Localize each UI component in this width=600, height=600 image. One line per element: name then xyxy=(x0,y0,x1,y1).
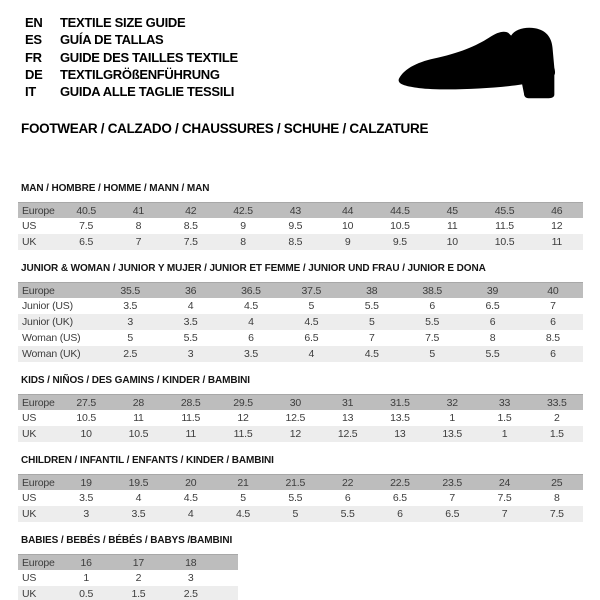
size-cell: 30 xyxy=(289,397,301,409)
size-cell: 45.5 xyxy=(494,205,515,217)
row-label: Woman (UK) xyxy=(22,348,81,360)
size-cell: 5 xyxy=(368,316,375,328)
row-label: Woman (US) xyxy=(22,332,81,344)
language-code: DE xyxy=(25,66,43,82)
size-cell: 6.5 xyxy=(79,236,94,248)
size-cell: 44.5 xyxy=(390,205,410,217)
size-cell: 37.5 xyxy=(301,285,322,297)
language-code: IT xyxy=(25,84,36,100)
size-cell: 6 xyxy=(489,316,496,328)
section-title: KIDS / NIÑOS / DES GAMINS / KINDER / BAMBINI xyxy=(21,375,250,386)
table-row xyxy=(18,394,583,410)
row-label: US xyxy=(22,572,37,584)
language-row xyxy=(25,14,238,31)
size-cell: 9 xyxy=(240,220,246,232)
size-cell: 12.5 xyxy=(285,412,306,424)
size-cell: 19.5 xyxy=(128,477,149,489)
size-table xyxy=(18,282,583,362)
size-cell: 18 xyxy=(185,557,197,569)
category-title: FOOTWEAR / CALZADO / CHAUSSURES / SCHUHE / CALZATURE xyxy=(21,121,429,136)
size-cell: 6 xyxy=(550,348,556,360)
size-section-children xyxy=(18,455,600,522)
size-cell: 10 xyxy=(341,220,354,232)
size-cell: 5 xyxy=(127,332,134,344)
table-row xyxy=(18,554,238,570)
size-cell: 27.5 xyxy=(76,397,96,409)
size-cell: 23.5 xyxy=(442,477,463,489)
row-label: US xyxy=(22,412,37,424)
table-row xyxy=(18,490,583,506)
size-cell: 6 xyxy=(397,508,403,520)
table-row xyxy=(18,298,583,314)
size-cell: 11 xyxy=(133,412,144,424)
size-cell: 22.5 xyxy=(390,477,410,489)
size-cell: 45 xyxy=(446,205,458,217)
size-cell: 5.5 xyxy=(425,316,440,328)
size-cell: 28.5 xyxy=(180,397,201,409)
table-row xyxy=(18,218,583,234)
size-table xyxy=(18,202,583,250)
size-cell: 24 xyxy=(498,477,511,489)
size-cell: 8.5 xyxy=(288,236,303,248)
table-row xyxy=(18,474,583,490)
size-cell: 12.5 xyxy=(337,428,358,440)
size-cell: 10 xyxy=(446,236,458,248)
language-code: ES xyxy=(25,32,42,48)
row-label: Europe xyxy=(22,285,55,297)
size-cell: 4 xyxy=(135,492,142,504)
size-cell: 5.5 xyxy=(485,348,500,360)
size-cell: 13 xyxy=(341,412,354,424)
size-cell: 32 xyxy=(446,397,458,409)
size-cell: 12 xyxy=(289,428,301,440)
row-label: UK xyxy=(22,236,37,248)
size-cell: 9 xyxy=(344,236,351,248)
size-table xyxy=(18,554,238,600)
size-cell: 4.5 xyxy=(304,316,319,328)
size-cell: 7 xyxy=(501,508,508,520)
size-cell: 43 xyxy=(289,205,301,217)
table-row xyxy=(18,234,583,250)
size-cell: 3 xyxy=(187,348,194,360)
size-cell: 11.5 xyxy=(495,220,514,232)
language-row xyxy=(25,83,238,100)
row-label: Europe xyxy=(22,557,55,569)
size-cell: 5 xyxy=(292,508,299,520)
size-cell: 4.5 xyxy=(243,300,258,312)
size-cell: 40.5 xyxy=(76,205,96,217)
size-cell: 31 xyxy=(341,397,354,409)
size-cell: 13.5 xyxy=(390,412,410,424)
size-cell: 5 xyxy=(240,492,246,504)
size-cell: 13 xyxy=(394,428,406,440)
size-section-junior-woman xyxy=(18,263,600,362)
size-cell: 11 xyxy=(551,236,563,248)
table-row xyxy=(18,346,583,362)
row-label: Europe xyxy=(22,397,55,409)
size-cell: 3 xyxy=(127,316,134,328)
size-cell: 7 xyxy=(550,300,556,312)
size-cell: 9.5 xyxy=(392,236,407,248)
size-cell: 1 xyxy=(501,428,508,440)
size-cell: 6.5 xyxy=(304,332,319,344)
row-label: Junior (US) xyxy=(22,300,73,312)
size-cell: 2 xyxy=(554,412,560,424)
size-section-man xyxy=(18,183,600,250)
size-cell: 8 xyxy=(554,492,560,504)
size-cell: 6 xyxy=(429,300,435,312)
language-label: GUÍA DE TALLAS xyxy=(60,32,164,48)
table-row xyxy=(18,586,238,600)
size-cell: 12 xyxy=(237,412,249,424)
size-cell: 4 xyxy=(308,348,315,360)
size-cell: 7 xyxy=(135,236,142,248)
size-cell: 1.5 xyxy=(131,588,146,600)
size-cell: 5 xyxy=(308,300,315,312)
size-cell: 38.5 xyxy=(422,285,442,297)
size-cell: 20 xyxy=(185,477,197,489)
size-cell: 36 xyxy=(184,285,197,297)
row-label: Europe xyxy=(22,205,55,217)
size-section-kids xyxy=(18,375,600,442)
size-cell: 1.5 xyxy=(549,428,564,440)
page-header xyxy=(0,0,600,117)
size-cell: 1.5 xyxy=(497,412,512,424)
size-cell: 7.5 xyxy=(497,492,512,504)
size-cell: 21.5 xyxy=(285,477,306,489)
size-tables xyxy=(0,183,600,600)
row-label: Junior (UK) xyxy=(22,316,73,328)
size-cell: 5.5 xyxy=(340,508,355,520)
size-cell: 33.5 xyxy=(547,397,567,409)
size-cell: 5.5 xyxy=(183,332,198,344)
size-cell: 0.5 xyxy=(79,588,94,600)
size-cell: 11.5 xyxy=(233,428,253,440)
size-cell: 10.5 xyxy=(128,428,149,440)
language-label: TEXTILE SIZE GUIDE xyxy=(60,15,186,30)
size-cell: 41 xyxy=(132,205,145,217)
size-cell: 7 xyxy=(449,492,456,504)
size-cell: 10.5 xyxy=(76,412,96,424)
size-cell: 19 xyxy=(80,477,92,489)
size-cell: 28 xyxy=(132,397,145,409)
size-cell: 4 xyxy=(187,300,194,312)
size-cell: 4 xyxy=(248,316,254,328)
size-cell: 11 xyxy=(185,428,196,440)
language-code: EN xyxy=(25,15,43,30)
size-cell: 39 xyxy=(486,285,499,297)
size-cell: 6 xyxy=(550,316,556,328)
language-label: GUIDE DES TAILLES TEXTILE xyxy=(60,49,238,65)
size-cell: 7.5 xyxy=(549,508,564,520)
size-cell: 8 xyxy=(240,236,246,248)
table-row xyxy=(18,282,583,298)
size-cell: 10.5 xyxy=(494,236,515,248)
size-cell: 12 xyxy=(551,220,563,232)
size-cell: 40 xyxy=(547,285,559,297)
size-cell: 13.5 xyxy=(442,428,463,440)
size-cell: 7.5 xyxy=(79,220,94,232)
size-section-babies xyxy=(18,535,600,600)
size-cell: 3.5 xyxy=(243,348,258,360)
size-cell: 21 xyxy=(237,477,249,489)
row-label: Europe xyxy=(22,477,55,489)
size-cell: 46 xyxy=(551,205,563,217)
size-cell: 3.5 xyxy=(131,508,146,520)
row-label: UK xyxy=(22,588,37,600)
language-row xyxy=(25,31,238,48)
size-cell: 29.5 xyxy=(233,397,253,409)
language-label: GUIDA ALLE TAGLIE TESSILI xyxy=(60,84,235,100)
size-cell: 10 xyxy=(80,428,92,440)
size-cell: 3.5 xyxy=(183,316,198,328)
language-label: TEXTILGRÖßENFÜHRUNG xyxy=(60,66,220,82)
row-label: UK xyxy=(22,508,37,520)
size-cell: 2.5 xyxy=(123,348,138,360)
size-table xyxy=(18,394,583,442)
size-cell: 9.5 xyxy=(288,220,303,232)
size-cell: 8.5 xyxy=(545,332,560,344)
size-cell: 2.5 xyxy=(183,588,198,600)
size-cell: 7 xyxy=(368,332,375,344)
row-label: US xyxy=(22,492,37,504)
size-cell: 36.5 xyxy=(241,285,261,297)
section-title: CHILDREN / INFANTIL / ENFANTS / KINDER / BAMBINI xyxy=(21,455,274,466)
size-cell: 6.5 xyxy=(445,508,460,520)
table-row xyxy=(18,426,583,442)
table-row xyxy=(18,330,583,346)
language-code: FR xyxy=(25,49,42,65)
size-cell: 35.5 xyxy=(120,285,141,297)
size-cell: 16 xyxy=(80,557,92,569)
size-cell: 4 xyxy=(187,508,194,520)
size-cell: 10.5 xyxy=(390,220,410,232)
size-cell: 3.5 xyxy=(123,300,138,312)
size-cell: 17 xyxy=(132,557,145,569)
size-cell: 11 xyxy=(446,220,458,232)
row-label: US xyxy=(22,220,37,232)
language-row xyxy=(25,66,238,83)
size-cell: 1 xyxy=(83,572,89,584)
table-row xyxy=(18,570,238,586)
size-cell: 7.5 xyxy=(183,236,198,248)
size-cell: 38 xyxy=(366,285,378,297)
size-table xyxy=(18,474,583,522)
size-cell: 42.5 xyxy=(233,205,253,217)
table-row xyxy=(18,410,583,426)
size-cell: 6 xyxy=(344,492,351,504)
size-cell: 4.5 xyxy=(364,348,379,360)
size-cell: 22 xyxy=(341,477,354,489)
size-cell: 5.5 xyxy=(364,300,379,312)
size-cell: 3 xyxy=(83,508,89,520)
size-cell: 4.5 xyxy=(236,508,251,520)
size-cell: 4.5 xyxy=(183,492,198,504)
table-row xyxy=(18,314,583,330)
section-title: BABIES / BEBÉS / BÉBÉS / BABYS /BAMBINI xyxy=(21,535,233,546)
size-cell: 5.5 xyxy=(288,492,303,504)
table-row xyxy=(18,506,583,522)
size-cell: 6.5 xyxy=(392,492,407,504)
size-cell: 6.5 xyxy=(485,300,500,312)
row-label: UK xyxy=(22,428,37,440)
size-cell: 8 xyxy=(135,220,142,232)
size-cell: 25 xyxy=(551,477,563,489)
size-cell: 31.5 xyxy=(390,397,410,409)
section-title: MAN / HOMBRE / HOMME / MANN / MAN xyxy=(21,183,210,194)
size-cell: 6 xyxy=(248,332,254,344)
size-cell: 44 xyxy=(341,205,354,217)
size-cell: 11.5 xyxy=(181,412,201,424)
table-row xyxy=(18,202,583,218)
size-cell: 5 xyxy=(429,348,435,360)
size-cell: 1 xyxy=(449,412,456,424)
size-cell: 3 xyxy=(187,572,194,584)
language-row xyxy=(25,49,238,66)
size-cell: 8 xyxy=(489,332,496,344)
size-cell: 7.5 xyxy=(425,332,440,344)
language-list xyxy=(25,14,238,100)
size-cell: 42 xyxy=(185,205,197,217)
dress-shoe-icon xyxy=(391,20,576,117)
size-cell: 2 xyxy=(135,572,142,584)
size-cell: 8.5 xyxy=(183,220,198,232)
section-title: JUNIOR & WOMAN / JUNIOR Y MUJER / JUNIOR ET FEMME / JUNIOR UND FRAU / JUNIOR E DONA xyxy=(21,263,486,274)
size-cell: 3.5 xyxy=(79,492,94,504)
size-cell: 33 xyxy=(498,397,511,409)
